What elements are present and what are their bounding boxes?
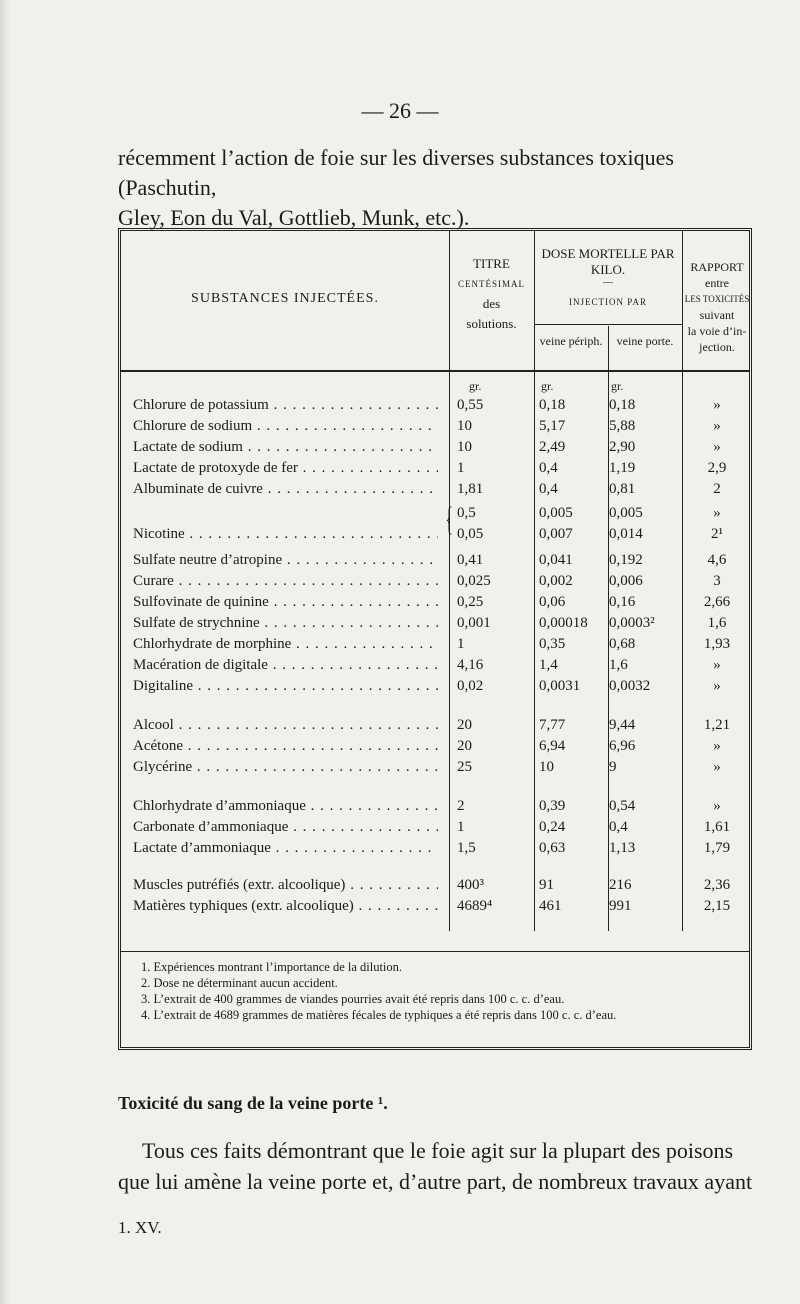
table-row (121, 394, 749, 416)
titre-value: 0,02 (457, 678, 484, 694)
table-row (121, 570, 749, 592)
table-note: 2. Dose ne déterminant aucun accident. (141, 976, 338, 990)
substance-name: Lactate de sodium . . . (133, 436, 438, 458)
substance-name: Acétone . . . (133, 735, 438, 757)
rapport-value: » (713, 657, 721, 673)
titre-value: 20 (457, 738, 472, 754)
rapport-value: 2,15 (703, 898, 731, 914)
dose-porte-value: 5,88 (609, 418, 636, 434)
dose-peripheral-value: 0,06 (539, 594, 566, 610)
dose-peripheral-value: 0,39 (539, 798, 566, 814)
header-titre (449, 254, 534, 334)
table-row (121, 714, 749, 736)
table-note: 4. L’extrait de 4689 grammes de matières fécales de typhiques a été repris dans 100 c. c. d’eau. (141, 1008, 617, 1022)
titre-value: 1 (457, 460, 465, 476)
dose-porte-value: 9,44 (609, 717, 636, 733)
rapport-value: » (713, 505, 721, 521)
titre-value: 0,41 (457, 552, 484, 568)
page-footnote: 1. XV. (118, 1218, 162, 1237)
dose-porte-value: 0,0032 (609, 678, 651, 694)
dose-porte-value: 0,014 (609, 526, 643, 542)
table-note: 1. Expériences montrant l’importance de la dilution. (141, 960, 403, 974)
table-row (121, 795, 749, 817)
dose-porte-value: 0,54 (609, 798, 636, 814)
table-row (121, 633, 749, 655)
header-substances: SUBSTANCES INJECTÉES. (191, 291, 379, 306)
dose-peripheral-value: 7,77 (539, 717, 566, 733)
rapport-value: 1,21 (703, 717, 731, 733)
rapport-value: 1,79 (703, 840, 731, 856)
header-text: solutions. (466, 316, 517, 331)
substance-name: Chlorhydrate d’ammoniaque . . . (133, 795, 438, 817)
dose-peripheral-value: 0,0031 (539, 678, 581, 694)
dose-peripheral-value: 0,4 (539, 460, 558, 476)
table-row (121, 415, 749, 437)
header-rule (121, 370, 749, 372)
rapport-value: 1,61 (703, 819, 731, 835)
intro-paragraph (118, 143, 768, 233)
substance-name: Macération de digitale . . . (133, 654, 438, 676)
dose-porte-value: 991 (609, 898, 632, 914)
dose-porte-value: 0,16 (609, 594, 636, 610)
dose-porte-value: 0,0003² (609, 615, 655, 631)
notes-rule (121, 951, 749, 952)
rapport-value: 3 (713, 573, 721, 589)
titre-value: 4,16 (457, 657, 484, 673)
substance-name: Matières typhiques (extr. alcoolique) . . . (133, 895, 438, 917)
header-text: TITRE (473, 256, 510, 271)
header-text: suivant (699, 308, 735, 322)
header-text: des (482, 296, 501, 311)
dose-porte-value: 0,68 (609, 636, 636, 652)
header-text: RAPPORT (690, 260, 744, 274)
rapport-value: 1,6 (707, 615, 727, 631)
rapport-value: » (713, 759, 721, 775)
titre-value: 0,001 (457, 615, 491, 631)
header-veine-peripherique: veine périph. (539, 334, 603, 348)
dose-peripheral-value: 0,4 (539, 481, 558, 497)
rapport-value: 2¹ (711, 526, 723, 542)
header-text: CENTÉSIMAL (458, 279, 525, 289)
unit-label: gr. (541, 379, 554, 393)
substance-name: Chlorhydrate de morphine . . . (133, 633, 438, 655)
intro-line: Gley, Eon du Val, Gottlieb, Munk, etc.). (118, 205, 470, 230)
rapport-value: » (713, 738, 721, 754)
dose-peripheral-value: 2,49 (539, 439, 566, 455)
header-text: DOSE MORTELLE PAR (541, 246, 675, 261)
dose-peripheral-value: 461 (539, 898, 562, 914)
unit-label: gr. (469, 379, 482, 393)
body-line: que lui amène la veine porte et, d’autre part, de nombreux travaux ayant (118, 1169, 753, 1194)
dose-porte-value: 0,81 (609, 481, 636, 497)
dose-porte-value: 6,96 (609, 738, 636, 754)
table-notes (141, 959, 746, 1023)
table-row (121, 436, 749, 458)
rapport-value: » (713, 397, 721, 413)
table-note: 3. L’extrait de 400 grammes de viandes pourries avait été repris dans 100 c. c. d’eau. (141, 992, 565, 1006)
titre-value: 0,025 (457, 573, 491, 589)
header-veine-porte: veine porte. (616, 334, 674, 348)
substance-name: Sulfate de strychnine . . . (133, 612, 438, 634)
dose-porte-value: 0,005 (609, 505, 643, 521)
rapport-value: » (713, 798, 721, 814)
dose-peripheral-value: 0,005 (539, 505, 573, 521)
titre-value: 2 (457, 798, 465, 814)
toxicity-table (118, 228, 752, 1050)
table-row (121, 549, 749, 571)
dose-peripheral-value: 10 (539, 759, 554, 775)
table-row (121, 502, 749, 524)
dose-peripheral-value: 0,24 (539, 819, 566, 835)
dose-peripheral-value: 0,041 (539, 552, 573, 568)
rapport-value: 2,9 (707, 460, 727, 476)
titre-value: 10 (457, 418, 472, 434)
table-row (121, 654, 749, 676)
table-row (121, 523, 749, 545)
substance-name: Sulfovinate de quinine . . . (133, 591, 438, 613)
dose-peripheral-value: 91 (539, 877, 554, 893)
dose-peripheral-value: 0,007 (539, 526, 573, 542)
header-text: la voie d’in- (687, 324, 747, 338)
dose-peripheral-value: 0,35 (539, 636, 566, 652)
dose-porte-value: 216 (609, 877, 632, 893)
substance-name: Curare . . . (133, 570, 438, 592)
dose-peripheral-value: 0,00018 (539, 615, 588, 631)
header-rapport (682, 259, 752, 355)
body-line: Tous ces faits démontrant que le foie agit sur la plupart des poisons (142, 1138, 734, 1163)
titre-value: 0,05 (457, 526, 484, 542)
titre-value: 1,81 (457, 481, 484, 497)
dose-porte-value: 1,13 (609, 840, 636, 856)
dose-porte-value: 0,18 (609, 397, 636, 413)
dose-peripheral-value: 5,17 (539, 418, 566, 434)
table-row (121, 591, 749, 613)
intro-line: récemment l’action de foie sur les diverses substances toxiques (Paschutin, (118, 145, 674, 200)
titre-value: 1,5 (457, 840, 476, 856)
rapport-value: 2 (713, 481, 721, 497)
table-row (121, 478, 749, 500)
substance-name: Glycérine . . . (133, 756, 438, 778)
dose-peripheral-value: 0,002 (539, 573, 573, 589)
table-row (121, 735, 749, 757)
rapport-value: 2,66 (703, 594, 731, 610)
dose-porte-value: 0,006 (609, 573, 643, 589)
dose-porte-value: 1,6 (609, 657, 628, 673)
dose-peripheral-value: 0,18 (539, 397, 566, 413)
dose-porte-value: 2,90 (609, 439, 636, 455)
table-row (121, 756, 749, 778)
titre-value: 4689⁴ (457, 898, 493, 914)
table-row (121, 837, 749, 859)
rapport-value: 2,36 (703, 877, 731, 893)
table-row (121, 816, 749, 838)
substance-name: Chlorure de sodium . . . (133, 415, 438, 437)
titre-value: 400³ (457, 877, 484, 893)
titre-value: 1 (457, 819, 465, 835)
substance-name: Digitaline . . . (133, 675, 438, 697)
header-text: LES TOXICITÉS (684, 294, 750, 304)
dose-porte-value: 0,192 (609, 552, 643, 568)
dose-peripheral-value: 6,94 (539, 738, 566, 754)
header-text: jection. (699, 340, 735, 354)
substance-name: Lactate d’ammoniaque . . . (133, 837, 438, 859)
substance-name: Chlorure de potassium . . . (133, 394, 438, 416)
dose-porte-value: 9 (609, 759, 617, 775)
titre-value: 0,5 (457, 505, 476, 521)
titre-value: 1 (457, 636, 465, 652)
table-row (121, 895, 749, 917)
table-row (121, 457, 749, 479)
header-dose (534, 246, 682, 310)
table-row (121, 675, 749, 697)
nicotine-brace: { (445, 501, 453, 538)
page-edge-shadow (0, 0, 10, 1304)
substance-name: Albuminate de cuivre . . . (133, 478, 438, 500)
titre-value: 10 (457, 439, 472, 455)
dose-peripheral-value: 1,4 (539, 657, 558, 673)
rapport-value: » (713, 678, 721, 694)
titre-value: 0,25 (457, 594, 484, 610)
titre-value: 20 (457, 717, 472, 733)
substance-name: Carbonate d’ammoniaque . . . (133, 816, 438, 838)
dose-porte-value: 1,19 (609, 460, 636, 476)
header-subrule (534, 324, 682, 325)
dose-peripheral-value: 0,63 (539, 840, 566, 856)
rapport-value: 1,93 (703, 636, 731, 652)
header-text: KILO. (590, 262, 626, 277)
table-row (121, 874, 749, 896)
substance-name: Muscles putréfiés (extr. alcoolique) . . . (133, 874, 438, 896)
header-text: entre (705, 276, 729, 290)
table-row (121, 612, 749, 634)
rapport-value: » (713, 418, 721, 434)
substance-name: Lactate de protoxyde de fer . . . (133, 457, 438, 479)
substance-name: Nicotine . . . (133, 523, 438, 545)
header-text: — (603, 277, 613, 288)
unit-label: gr. (611, 379, 624, 393)
substance-name: Alcool . . . (133, 714, 438, 736)
page-number: — 26 — (361, 98, 439, 123)
section-title: Toxicité du sang de la veine porte ¹. (118, 1093, 388, 1113)
titre-value: 0,55 (457, 397, 484, 413)
body-paragraph (118, 1135, 758, 1197)
titre-value: 25 (457, 759, 472, 775)
substance-name: Sulfate neutre d’atropine . . . (133, 549, 438, 571)
dose-porte-value: 0,4 (609, 819, 628, 835)
rapport-value: » (713, 439, 721, 455)
rapport-value: 4,6 (707, 552, 727, 568)
header-text: INJECTION PAR (569, 297, 647, 307)
